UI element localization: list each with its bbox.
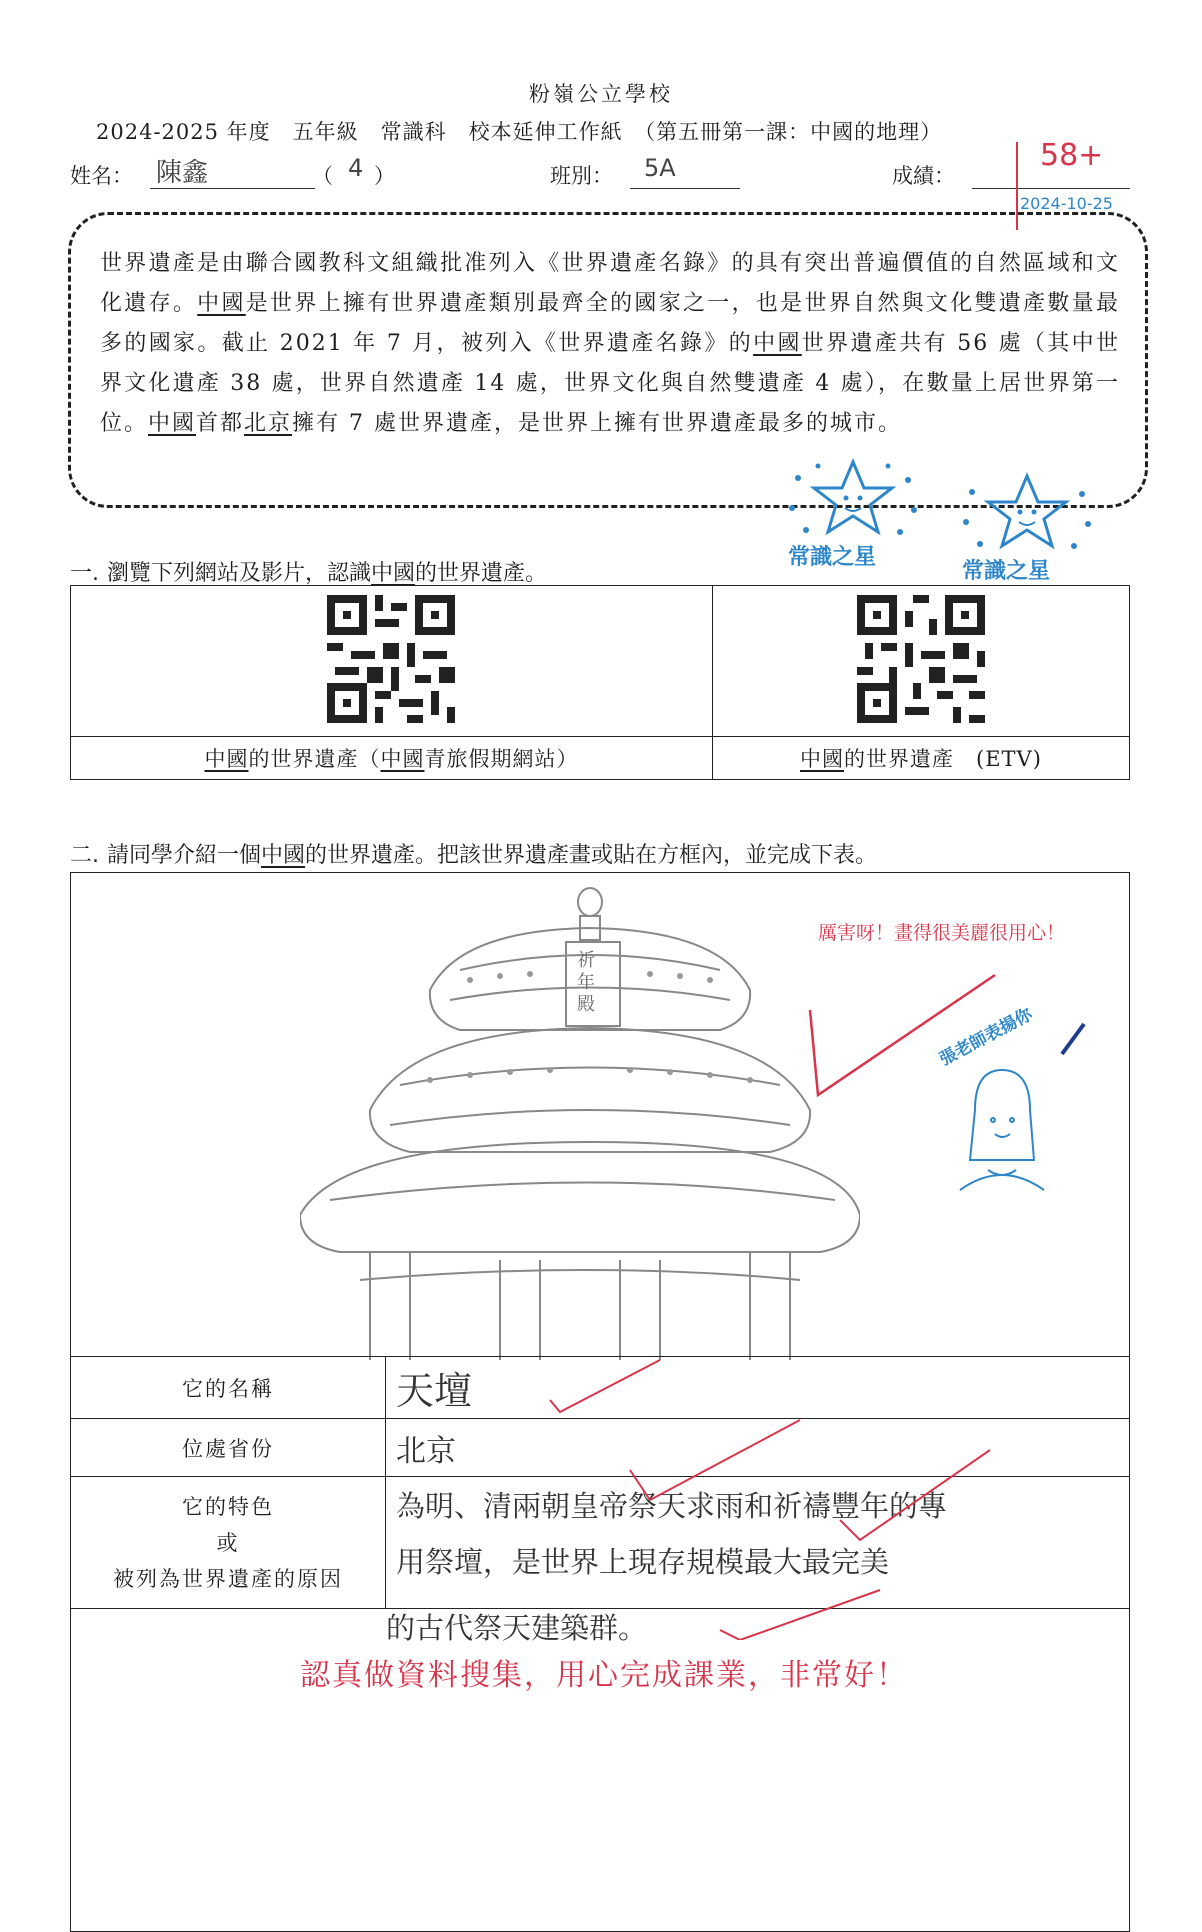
province-value: 北京 bbox=[386, 1419, 1130, 1477]
class-underline bbox=[630, 188, 740, 189]
name-underline bbox=[150, 188, 315, 189]
intro-beijing: 北京 bbox=[244, 411, 293, 436]
feature-label-2: 或 bbox=[216, 1530, 240, 1555]
link2-china: 中國 bbox=[800, 747, 845, 771]
intro-p3: 世界遺產共有 56 處（其中世界文化遺產 38 處，世界自然遺產 14 處，世界文化與自然雙遺產 4 處），在數量上居世界第一位。 bbox=[100, 331, 1120, 436]
province-label: 位處省份 bbox=[71, 1419, 386, 1477]
section1-title-pre: 瀏覽下列網站及影片，認識 bbox=[107, 561, 372, 586]
feature-label-1: 它的特色 bbox=[182, 1494, 274, 1519]
class-number: 4 bbox=[348, 154, 364, 182]
teacher-stamp bbox=[930, 1004, 1070, 1200]
teacher-comment: 厲害呀！畫得很美麗很用心！ bbox=[818, 922, 1066, 944]
intro-p4: 擁有 7 處世界遺產，是世界上擁有世界遺產最多的城市。 bbox=[292, 411, 903, 436]
star-stamp-2 bbox=[952, 472, 1102, 592]
worksheet-subtitle: 2024-2025 年度 五年級 常識科 校本延伸工作紙 （第五冊第一課：中國的地理） bbox=[96, 120, 943, 144]
drawing-plaque-label: 祈年殿 bbox=[577, 950, 595, 1015]
feature-line-1: 為明、清兩朝皇帝祭天求雨和祈禱豐年的專 bbox=[396, 1489, 948, 1523]
class-value: 5A bbox=[644, 154, 676, 182]
school-name: 粉嶺公立學校 bbox=[529, 82, 673, 106]
intro-capital: 首都 bbox=[196, 411, 245, 436]
name-label: 姓名： bbox=[70, 164, 133, 188]
section2-title-china: 中國 bbox=[261, 843, 306, 868]
score-value: 58+ bbox=[1040, 138, 1104, 173]
section2-title-post: 的世界遺產。把該世界遺產畫或貼在方框內，並完成下表。 bbox=[305, 843, 878, 868]
section1-title-china: 中國 bbox=[371, 561, 416, 586]
qr-code-icon[interactable] bbox=[327, 595, 455, 723]
intro-china-1: 中國 bbox=[197, 291, 246, 316]
intro-china-2: 中國 bbox=[753, 331, 802, 356]
student-name: 陳鑫 bbox=[156, 158, 209, 188]
class-label: 班別： bbox=[550, 164, 613, 188]
class-no-close: ） bbox=[374, 164, 395, 188]
feature-label-3: 被列為世界遺產的原因 bbox=[113, 1566, 343, 1591]
heritage-name-value: 天壇 bbox=[386, 1357, 1130, 1419]
section2-title bbox=[70, 838, 877, 869]
link1-caption[interactable] bbox=[71, 737, 713, 780]
intro-p1: 世界遺產是由聯合國教科文組織批准列入《世界遺產名錄》的具有突出普遍價值的自然區域和文化遺存。 bbox=[100, 251, 1120, 316]
section1-title bbox=[70, 556, 547, 587]
qr-cell-1 bbox=[71, 586, 713, 737]
qr-cell-2 bbox=[712, 586, 1129, 737]
section2-number: 二. bbox=[70, 843, 99, 868]
star-stamp-1-text: 常識之星 bbox=[788, 545, 877, 570]
date-stamp: 2024-10-25 bbox=[1020, 194, 1113, 213]
score-underline bbox=[972, 188, 1130, 189]
link1-post: 青旅假期網站） bbox=[424, 747, 579, 771]
link1-china-2: 中國 bbox=[380, 747, 425, 771]
star-stamp-1 bbox=[778, 458, 928, 578]
qr-table bbox=[70, 585, 1130, 780]
feature-label-cell bbox=[71, 1477, 386, 1609]
link2-post: 的世界遺產 (ETV) bbox=[844, 747, 1042, 771]
heritage-name-label: 它的名稱 bbox=[71, 1357, 386, 1419]
link1-mid: 的世界遺產（ bbox=[248, 747, 381, 771]
star-stamp-2-text: 常識之星 bbox=[962, 559, 1051, 584]
red-check-marks-icon bbox=[540, 1340, 1100, 1640]
link2-caption[interactable] bbox=[712, 737, 1129, 780]
intro-p2: 是世界上擁有世界遺產類別最齊全的國家之一，也是世界自然與文化雙遺產數量最多的國家。截止 2021 年 7 月，被列入《世界遺產名錄》的 bbox=[100, 291, 1120, 356]
section2-title-pre: 請同學介紹一個 bbox=[107, 843, 262, 868]
intro-text bbox=[100, 244, 1120, 444]
teacher-stamp-text: 張老師表揚你 bbox=[936, 1004, 1036, 1071]
feature-line-2: 用祭壇，是世界上現存規模最大最完美 bbox=[396, 1545, 890, 1579]
section1-title-post: 的世界遺產。 bbox=[415, 561, 548, 586]
link1-china: 中國 bbox=[204, 747, 249, 771]
class-no-open: （ bbox=[312, 164, 333, 188]
intro-china-3: 中國 bbox=[148, 411, 197, 436]
score-label: 成績： bbox=[892, 164, 955, 188]
feature-line-3: 的古代祭天建築群。 bbox=[386, 1611, 648, 1645]
section1-number: 一. bbox=[70, 561, 99, 586]
qr-code-icon[interactable] bbox=[857, 595, 985, 723]
final-comment: 認真做資料搜集，用心完成課業，非常好！ bbox=[300, 1658, 908, 1693]
